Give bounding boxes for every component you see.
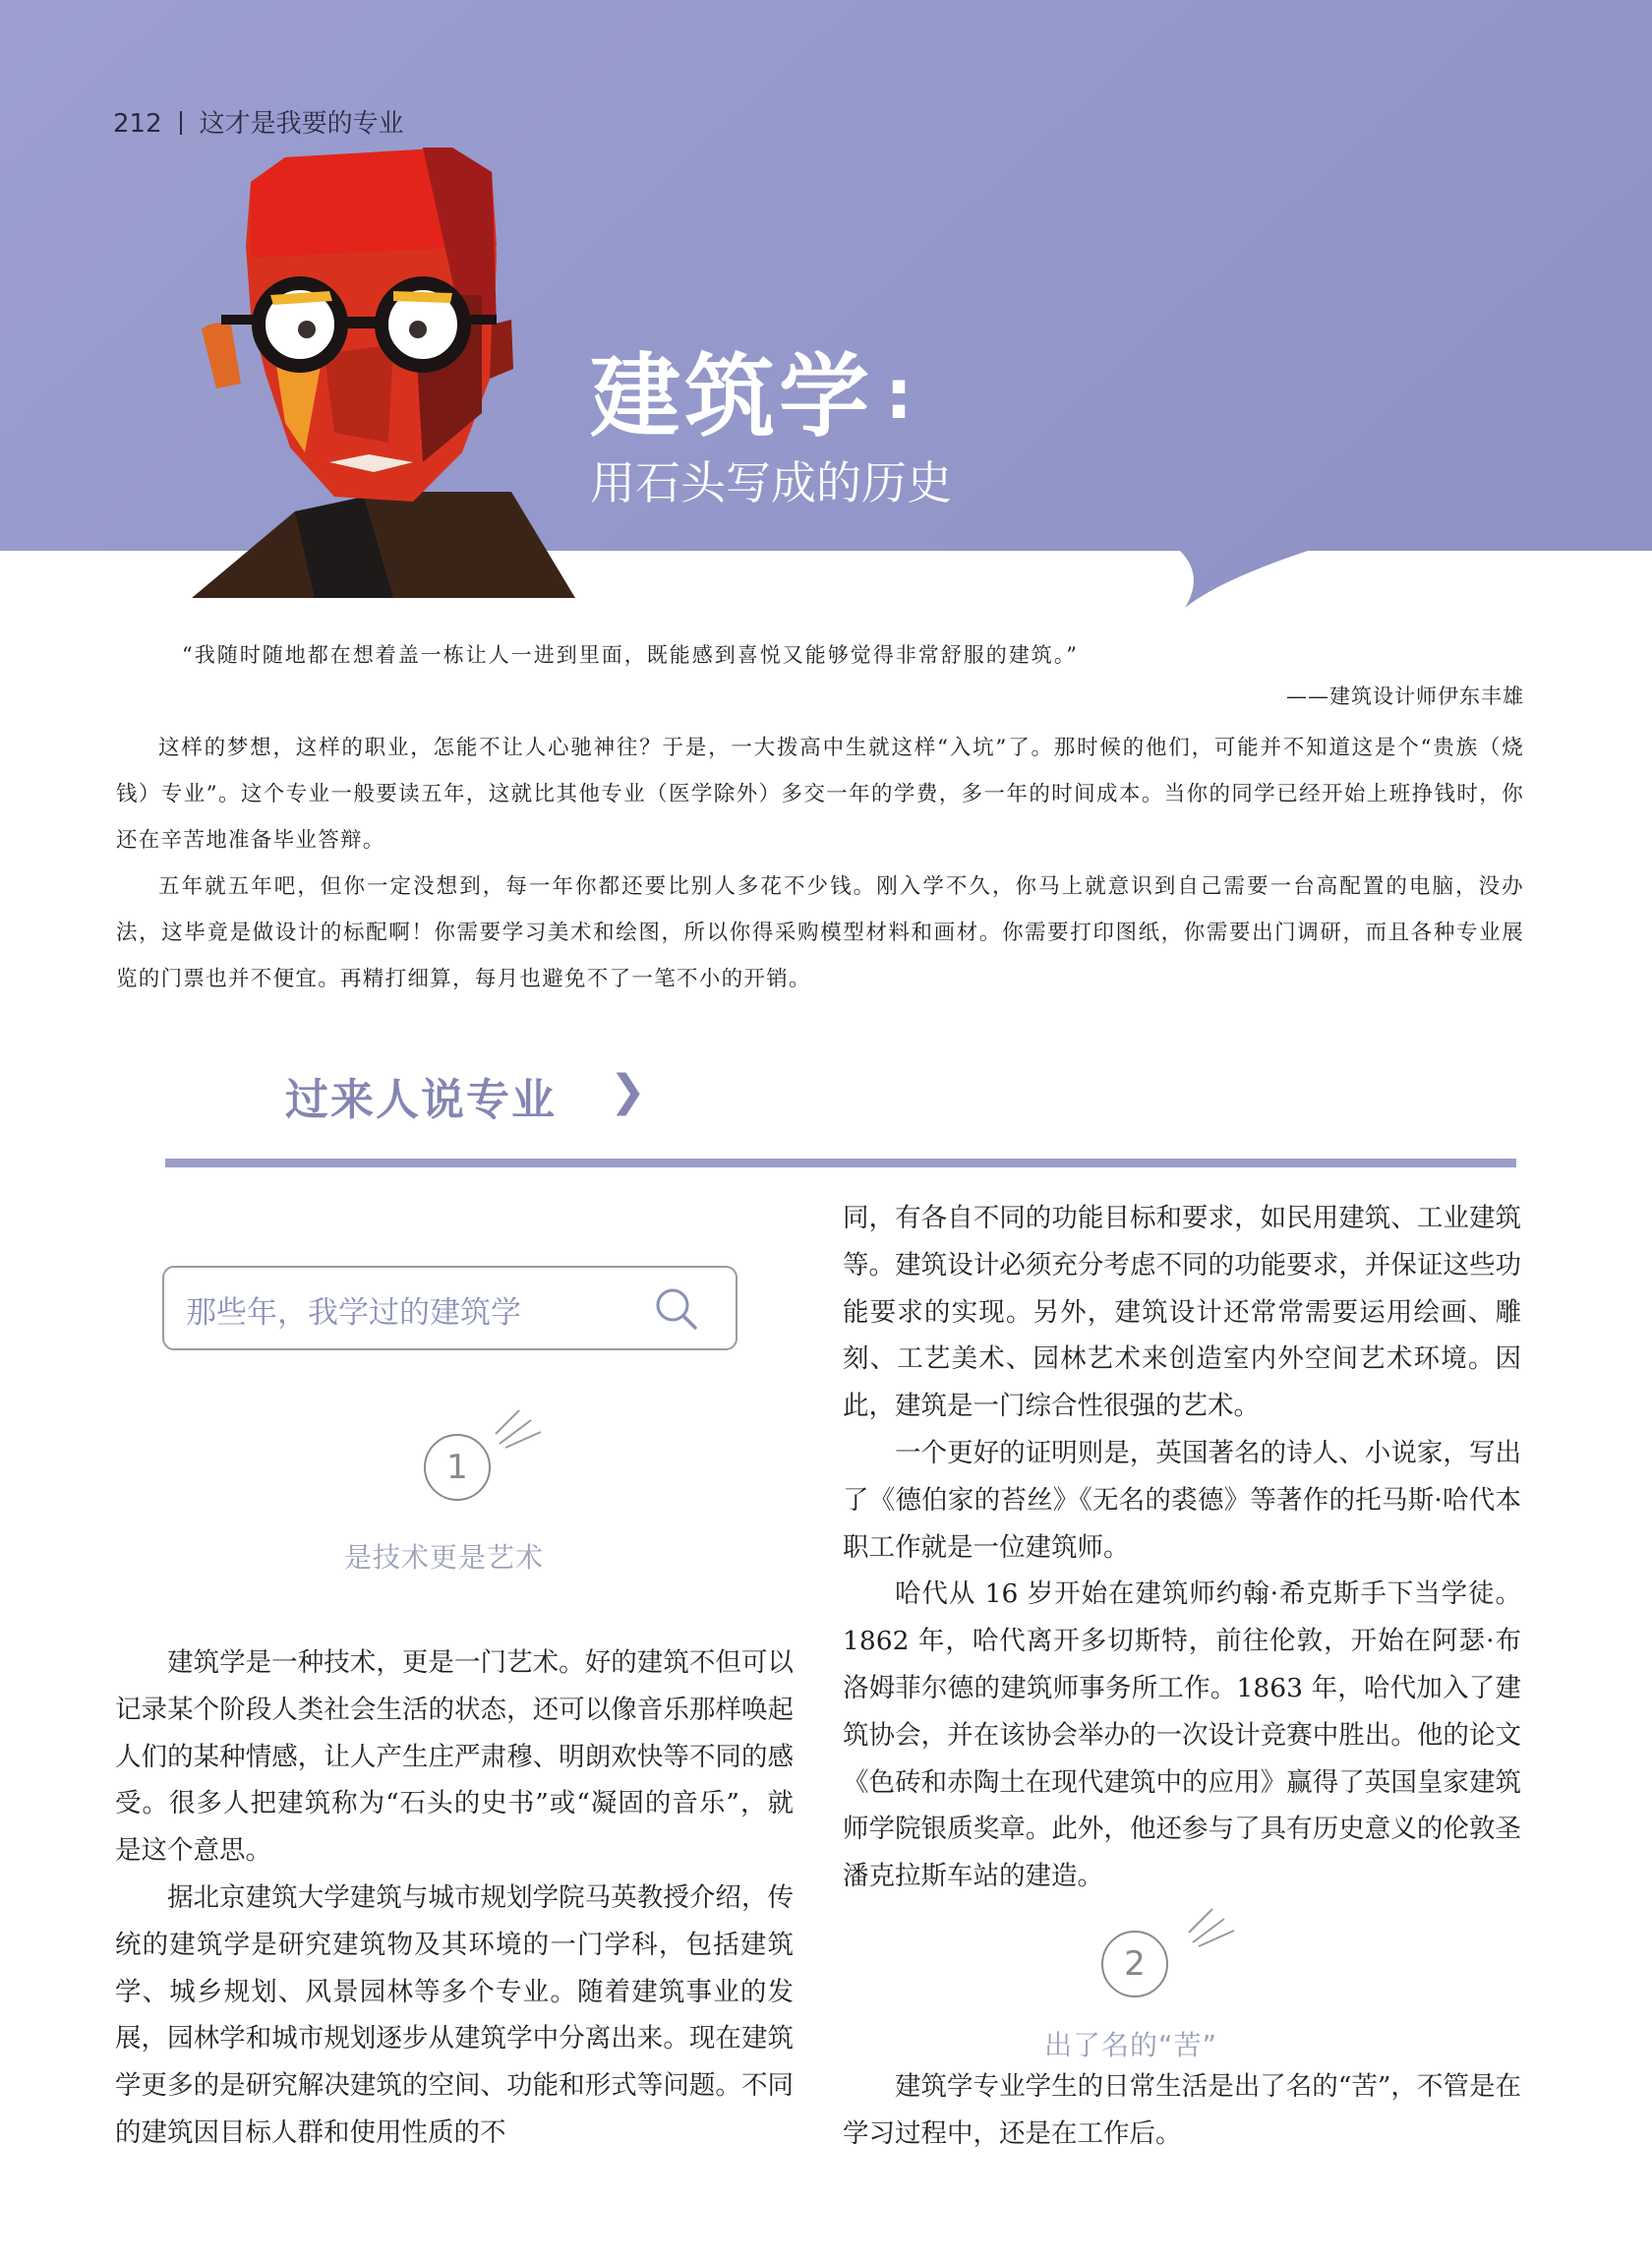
body-paragraph: 同，有各自不同的功能目标和要求，如民用建筑、工业建筑等。建筑设计必须充分考虑不同的功能要求，并保证这些功能要求的实现。另外，建筑设计还常常需要运用绘画、雕刻、工艺美术、园林艺术来创造室内外空间艺术环境。因此，建筑是一门综合性很强的艺术。 <box>843 1203 1521 1422</box>
left-column-text <box>115 1639 794 2157</box>
page-header <box>113 103 404 140</box>
banner-illustration <box>0 0 1652 629</box>
chapter-subtitle: 用石头写成的历史 <box>590 456 952 509</box>
sparkle-icon <box>492 1404 551 1454</box>
body-paragraph: 一个更好的证明则是，英国著名的诗人、小说家，写出了《德伯家的苔丝》《无名的裘德》等著作的托马斯·哈代本职工作就是一位建筑师。 <box>843 1437 1521 1563</box>
chapter-title: 建筑学 <box>590 344 874 449</box>
subsection-number-badge: 2 <box>1101 1931 1168 1997</box>
epigraph-quote: “我随时随地都在想着盖一栋让人一进到里面，既能感到喜悦又能够觉得非常舒服的建筑。” <box>182 643 1079 667</box>
subsection-title: 出了名的“苦” <box>1044 2029 1218 2061</box>
section-title: 过来人说专业 <box>285 1075 557 1125</box>
section-divider <box>165 1159 1516 1167</box>
body-paragraph: 据北京建筑大学建筑与城市规划学院马英教授介绍，传统的建筑学是研究建筑物及其环境的一门学科，包括建筑学、城乡规划、风景园林等多个专业。随着建筑事业的发展，园林学和城市规划逐步从建筑学中分离出来。现在建筑学更多的是研究解决建筑的空间、功能和形式等问题。不同的建筑因目标人群和使用性质的不 <box>115 1881 794 2148</box>
epigraph-attribution: ——建筑设计师伊东丰雄 <box>1286 685 1524 708</box>
right-column-text-bottom <box>843 2063 1521 2158</box>
subsection-number-badge: 1 <box>424 1434 491 1501</box>
page-number: 212 <box>113 109 162 139</box>
body-paragraph: 哈代从 16 岁开始在建筑师约翰·希克斯手下当学徒。1862 年，哈代离开多切斯特，前往伦敦，开始在阿瑟·布洛姆菲尔德的建筑师事务所工作。1863 年，哈代加入了建筑协会，并在该协会举办的一次设计竞赛中胜出。他的论文《色砖和赤陶土在现代建筑中的应用》赢得了英国皇家建筑师学院银质奖章。此外，他还参与了具有历史意义的伦敦圣潘克拉斯车站的建造。 <box>843 1579 1521 1892</box>
sparkle-icon <box>1185 1903 1244 1952</box>
header-banner <box>0 0 1652 629</box>
search-icon <box>651 1283 702 1335</box>
chapter-title-colon: : <box>885 354 913 435</box>
intro-paragraph: 这样的梦想，这样的职业，怎能不让人心驰神往？于是，一大拨高中生就这样“入坑”了。那时候的他们，可能并不知道这是个“贵族（烧钱）专业”。这个专业一般要读五年，这就比其他专业（医学除外）多交一年的学费，多一年的时间成本。当你的同学已经开始上班挣钱时，你还在辛苦地准备毕业答辩。 <box>116 736 1524 853</box>
body-paragraph: 建筑学是一种技术，更是一门艺术。好的建筑不但可以记录某个阶段人类社会生活的状态，还可以像音乐那样唤起人们的某种情感，让人产生庄严肃穆、明朗欢快等不同的感受。很多人把建筑称为“石头的史书”或“凝固的音乐”，就是这个意思。 <box>115 1647 794 1867</box>
chevron-right-icon: ❯ <box>610 1066 646 1116</box>
subsection-title: 是技术更是艺术 <box>344 1541 545 1574</box>
body-paragraph: 建筑学专业学生的日常生活是出了名的“苦”，不管是在学习过程中，还是在工作后。 <box>843 2071 1521 2149</box>
intro-paragraph: 五年就五年吧，但你一定没想到，每一年你都还要比别人多花不少钱。刚入学不久，你马上就意识到自己需要一台高配置的电脑，没办法，这毕竟是做设计的标配啊！你需要学习美术和绘图，所以你得采购模型材料和画材。你需要打印图纸，你需要出门调研，而且各种专业展览的门票也并不便宜。再精打细算，每月也避免不了一笔不小的开销。 <box>116 874 1524 991</box>
header-separator <box>180 111 182 135</box>
search-box-text: 那些年，我学过的建筑学 <box>186 1295 521 1331</box>
right-column-text <box>843 1195 1521 1900</box>
book-title: 这才是我要的专业 <box>199 109 404 139</box>
intro-text <box>116 725 1524 1002</box>
search-box <box>162 1266 738 1350</box>
